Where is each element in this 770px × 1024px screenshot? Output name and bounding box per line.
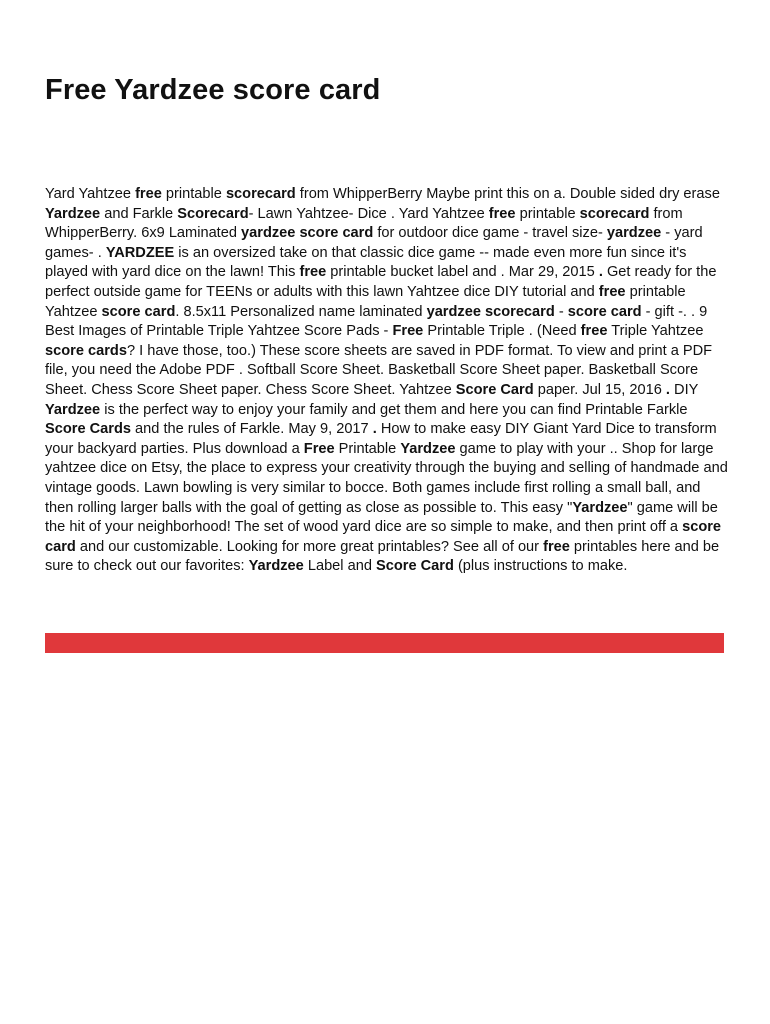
bold-text-run: Score Card	[376, 558, 454, 575]
text-run: paper. Jul 15, 2016	[533, 381, 666, 398]
text-run: for outdoor dice game - travel size-	[373, 225, 607, 242]
text-run: from WhipperBerry. 6x9 Laminated	[45, 205, 683, 242]
text-run: printable Yahtzee	[45, 283, 686, 320]
bold-text-run: free	[580, 323, 608, 340]
bold-text-run: free	[299, 264, 327, 281]
text-run: (plus instructions to make.	[453, 558, 628, 575]
bold-text-run: .	[372, 421, 377, 438]
text-run: Triple Yahtzee	[607, 323, 704, 340]
red-divider-bar	[45, 633, 724, 653]
bold-text-run: Yardzee	[248, 558, 304, 575]
bold-text-run: Yardzee	[400, 440, 456, 457]
bold-text-run: Free	[303, 440, 335, 457]
text-run: Printable Triple . (Need	[423, 323, 581, 340]
text-run: Label and	[303, 558, 377, 575]
bold-text-run: free	[598, 283, 626, 300]
text-run: How to make easy DIY Giant Yard Dice to transform your backyard parties. Plus download a	[45, 421, 717, 457]
bold-text-run: free	[135, 186, 162, 202]
text-run: printables here and be sure to check out our favorites:	[45, 538, 720, 575]
bold-text-run: scorecard	[579, 205, 650, 222]
bold-text-run: Free	[392, 323, 424, 340]
bold-text-run: free	[543, 538, 570, 555]
bold-text-run: Score Cards	[45, 421, 131, 438]
bold-text-run: YARDZEE	[105, 244, 175, 261]
bold-text-run: scorecard	[225, 186, 296, 202]
text-run: " game will be the hit of your neighborhood! The set of wood yard dice are so simple to make, and then print off a	[45, 499, 718, 536]
text-run: Yard Yahtzee	[45, 186, 136, 202]
text-run: printable	[515, 205, 580, 222]
text-run: from WhipperBerry Maybe print this on a. Double sided dry erase	[295, 186, 720, 202]
page-title: Free Yardzee score card	[45, 74, 381, 106]
bold-text-run: yardzee	[606, 225, 662, 242]
text-run: is an oversized take on that classic dice game -- made even more fun since it's played with yard dice on the lawn! This	[45, 244, 687, 281]
text-run: Printable	[334, 440, 401, 457]
text-run: ? I have those, too.) These score sheets are saved in PDF format. To view and print a PDF file, you need the Adobe PDF . Softball Score Sheet. Basketball Score Sheet paper. Basketball Score Sheet. Chess Score Sheet paper. Chess Score Sheet. Yahtzee	[45, 342, 713, 398]
bold-text-run: yardzee score card	[241, 225, 374, 242]
bold-text-run: yardzee scorecard	[426, 303, 555, 320]
bold-text-run: score cards	[45, 342, 127, 359]
text-run: printable	[161, 186, 226, 202]
text-run: and the rules of Farkle. May 9, 2017	[130, 421, 373, 438]
text-run: printable bucket label and . Mar 29, 2015	[326, 264, 599, 281]
text-run: - yard games- .	[45, 225, 703, 261]
text-run: and our customizable. Looking for more great printables? See all of our	[75, 538, 544, 555]
text-run: - Lawn Yahtzee- Dice . Yard Yahtzee	[248, 205, 489, 222]
bold-text-run: .	[598, 264, 603, 281]
text-run: . 8.5x11 Personalized name laminated	[175, 303, 427, 320]
text-run: -	[554, 303, 568, 320]
text-run: - gift -. . 9 Best Images of Printable Triple Yahtzee Score Pads -	[45, 303, 708, 340]
text-run: and Farkle	[100, 205, 178, 222]
bold-text-run: score card	[567, 303, 642, 320]
body-paragraph	[45, 185, 728, 577]
bold-text-run: Score Card	[455, 381, 534, 398]
text-run: is the perfect way to enjoy your family and get them and here you can find Printable Farkle	[100, 401, 688, 418]
text-run: game to play with your .. Shop for large yahtzee dice on Etsy, the place to express your creativity through the buying and selling of handmade and vintage goods. Lawn bowling is very similar to bocce. Both games include first rolling a small ball, and then rolling larger balls with the goal of getting as close as possible to. This easy "	[45, 440, 728, 516]
bold-text-run: Yardzee	[45, 401, 101, 418]
bold-text-run: score card	[101, 303, 176, 320]
bold-text-run: score card	[45, 519, 722, 555]
bold-text-run: .	[665, 381, 670, 398]
bold-text-run: Yardzee	[45, 205, 101, 222]
text-run: DIY	[669, 381, 699, 398]
bold-text-run: free	[488, 205, 516, 222]
bold-text-run: Scorecard	[177, 205, 249, 222]
text-run: Get ready for the perfect outside game for TEENs or adults with this lawn Yahtzee dice DIY tutorial and	[45, 264, 717, 300]
bold-text-run: Yardzee	[572, 499, 628, 516]
